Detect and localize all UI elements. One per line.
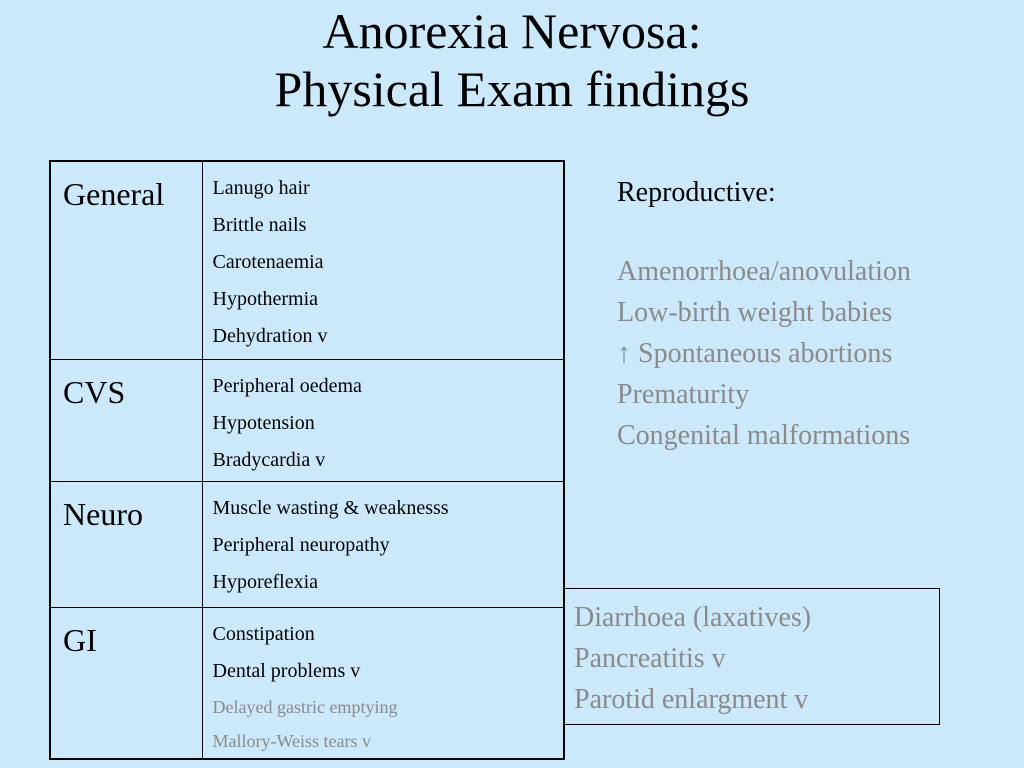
list-item: Peripheral neuropathy bbox=[212, 534, 390, 556]
gi-extra-item: Parotid enlargment v bbox=[574, 684, 809, 715]
list-item: Dental problems v bbox=[212, 660, 361, 682]
list-item: Dehydration v bbox=[212, 325, 328, 347]
items-gi bbox=[202, 608, 564, 760]
gi-extra-item: Pancreatitis v bbox=[574, 643, 726, 674]
category-cvs: CVS bbox=[50, 360, 202, 482]
list-item: Hypotension bbox=[212, 412, 315, 434]
list-item: Hyporeflexia bbox=[212, 571, 319, 593]
reproductive-heading: Reproductive: bbox=[617, 177, 776, 208]
list-item: Peripheral oedema bbox=[212, 375, 362, 397]
list-item-muted: Mallory-Weiss tears v bbox=[212, 731, 372, 751]
reproductive-section bbox=[617, 172, 911, 456]
category-gi: GI bbox=[50, 608, 202, 760]
list-item: Carotenaemia bbox=[212, 251, 324, 273]
items-cvs bbox=[202, 360, 564, 482]
table-row-neuro bbox=[50, 482, 564, 608]
items-neuro bbox=[202, 482, 564, 608]
reproductive-item: Prematurity bbox=[617, 379, 750, 410]
items-general bbox=[202, 161, 564, 360]
exam-findings-table bbox=[49, 160, 565, 760]
list-item: Bradycardia v bbox=[212, 449, 326, 471]
reproductive-item: Congenital malformations bbox=[617, 420, 911, 451]
list-item: Lanugo hair bbox=[212, 177, 310, 199]
gi-extra-box bbox=[563, 588, 940, 725]
table-row-cvs bbox=[50, 360, 564, 482]
list-item: Hypothermia bbox=[212, 288, 319, 310]
gi-extra-item: Diarrhoea (laxatives) bbox=[574, 602, 812, 633]
category-neuro: Neuro bbox=[50, 482, 202, 608]
table-row-gi bbox=[50, 608, 564, 760]
list-item: Constipation bbox=[212, 623, 315, 645]
title-line-1: Anorexia Nervosa: bbox=[322, 3, 702, 59]
reproductive-item: Amenorrhoea/anovulation bbox=[617, 256, 911, 287]
slide-title bbox=[0, 2, 1024, 118]
category-general: General bbox=[50, 161, 202, 360]
table-row-general bbox=[50, 161, 564, 360]
title-line-2: Physical Exam findings bbox=[274, 61, 750, 117]
list-item: Muscle wasting & weaknesss bbox=[212, 497, 449, 519]
list-item: Brittle nails bbox=[212, 214, 307, 236]
list-item-muted: Delayed gastric emptying bbox=[212, 697, 398, 717]
reproductive-item: ↑ Spontaneous abortions bbox=[617, 338, 893, 369]
reproductive-item: Low-birth weight babies bbox=[617, 297, 893, 328]
